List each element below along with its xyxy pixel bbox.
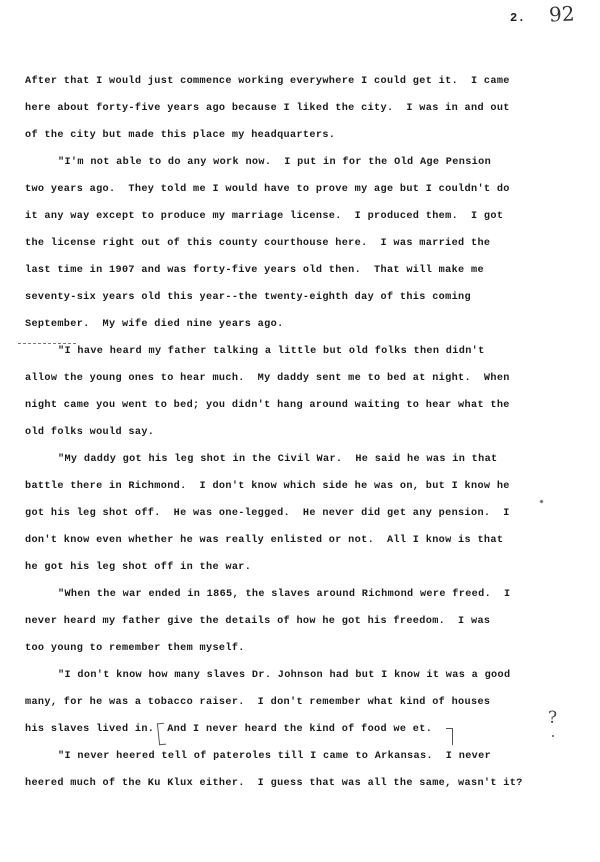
text-line: old folks would say. <box>25 427 155 438</box>
page-number: 2. <box>510 11 526 25</box>
stray-pencil-mark <box>539 499 543 503</box>
text-line: it any way except to produce my marriage license. I produced them. I got <box>25 211 504 222</box>
pencil-divider-mark <box>18 343 76 344</box>
text-line: heered much of the Ku Klux either. I guess that was all the same, wasn't it? <box>25 778 523 789</box>
text-line: "I never heered tell of pateroles till I came to Arkansas. I never <box>58 751 492 762</box>
text-line: "I don't know how many slaves Dr. Johnson had but I know it was a good <box>58 670 511 681</box>
handwritten-folio-number: 92 <box>548 1 576 27</box>
text-line: his slaves lived in. And I never heard the kind of food we et. <box>25 724 433 735</box>
text-line: too young to remember them myself. <box>25 643 245 654</box>
margin-question-mark: ? <box>548 708 558 728</box>
text-line: last time in 1907 and was forty-five years old then. That will make me <box>25 265 484 276</box>
text-line: After that I would just commence working everywhere I could get it. I came <box>25 76 510 87</box>
text-line: "When the war ended in 1865, the slaves around Richmond were freed. I <box>58 589 511 600</box>
text-line: the license right out of this county courthouse here. I was married the <box>25 238 491 249</box>
text-line: night came you went to bed; you didn't hang around waiting to hear what the <box>25 400 510 411</box>
text-line: allow the young ones to hear much. My daddy sent me to bed at night. When <box>25 373 510 384</box>
text-line: "I have heard my father talking a little but old folks then didn't <box>58 346 485 357</box>
text-line: seventy-six years old this year--the twenty-eighth day of this coming <box>25 292 471 303</box>
text-line: of the city but made this place my headquarters. <box>25 130 336 141</box>
text-line: battle there in Richmond. I don't know which side he was on, but I know he <box>25 481 510 492</box>
text-line: never heard my father give the details of how he got his freedom. I was <box>25 616 491 627</box>
text-line: here about forty-five years ago because I liked the city. I was in and out <box>25 103 510 114</box>
text-line: "I'm not able to do any work now. I put in for the Old Age Pension <box>58 157 492 168</box>
text-line: September. My wife died nine years ago. <box>25 319 284 330</box>
text-line: got his leg shot off. He was one-legged. He never did get any pension. I <box>25 508 510 519</box>
handwritten-bracket-right <box>446 728 453 745</box>
text-line: many, for he was a tobacco raiser. I don't remember what kind of houses <box>25 697 491 708</box>
margin-tick-mark <box>552 735 554 737</box>
text-line: two years ago. They told me I would have to prove my age but I couldn't do <box>25 184 510 195</box>
text-line: "My daddy got his leg shot in the Civil War. He said he was in that <box>58 454 498 465</box>
text-line: he got his leg shot off in the war. <box>25 562 252 573</box>
text-line: don't know even whether he was really enlisted or not. All I know is that <box>25 535 504 546</box>
